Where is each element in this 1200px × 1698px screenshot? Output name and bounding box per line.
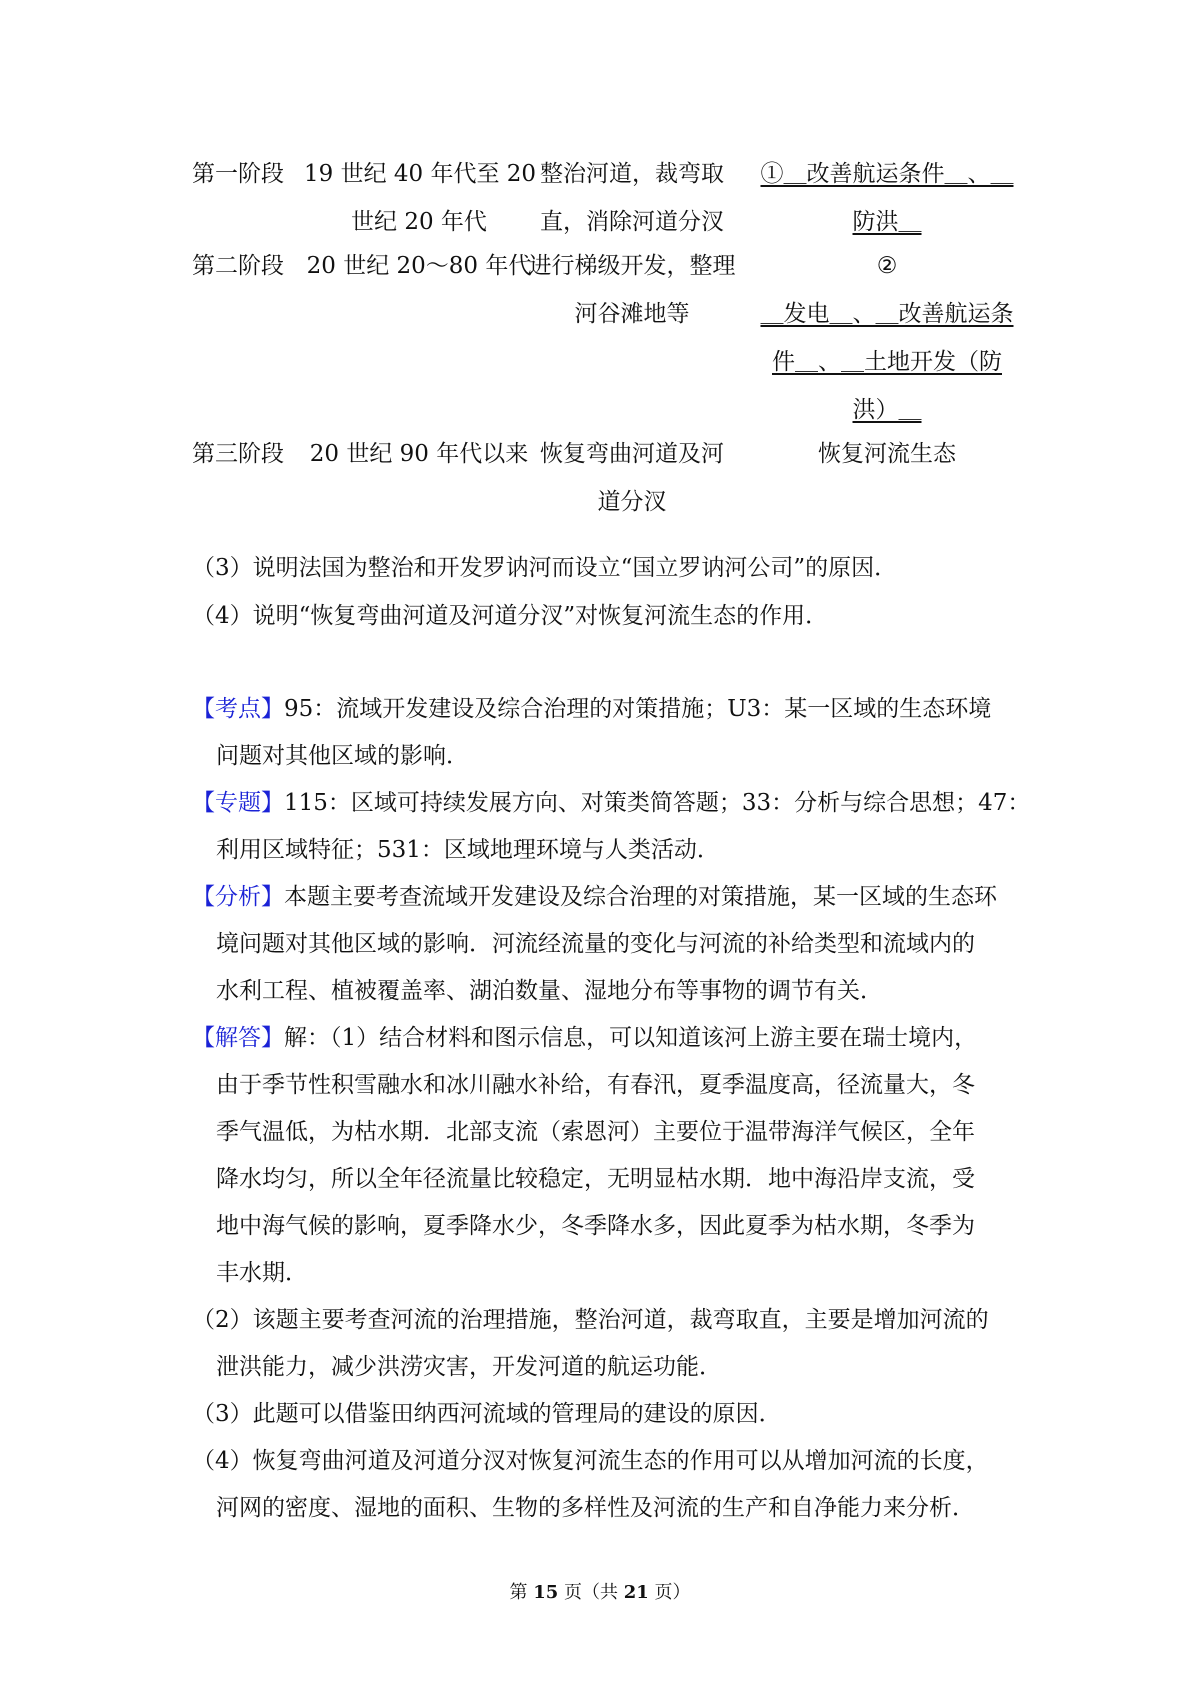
stage-table <box>192 150 1032 526</box>
stage-name: 第三阶段 <box>192 441 284 467</box>
stage-goals <box>742 430 1032 478</box>
goal-line: ② <box>876 253 898 279</box>
stage-goals <box>742 242 1032 434</box>
jieda-section: 【解答】解：（1）结合材料和图示信息，可以知道该河上游主要在瑞士境内， 由于季节性积雪融水和冰川融水补给，有春汛，夏季温度高，径流量大，冬 季气温低，为枯水期．北部支流（索恩河）主要位于温带海洋气候区，全年 降水均匀，所以全年径流量比较稳定，无明显枯水期．地中海沿岸支流，受 地中海气候的影响，夏季降水少，冬季降水多，因此夏季为枯水期，冬季为 丰水期． <box>192 1025 978 1286</box>
stage-time: 20 世纪 90 年代以来 <box>309 441 529 467</box>
answer-3: （3）此题可以借鉴田纳西河流域的管理局的建设的原因． <box>192 1401 782 1427</box>
total-page-number: 21 <box>623 1582 649 1603</box>
stage-goals <box>742 150 1032 246</box>
goal-line: ＿发电＿、＿改善航运条 <box>760 301 1014 327</box>
answer-2: （2）该题主要考查河流的治理措施，整治河道，裁弯取直，主要是增加河流的 泄洪能力，减少洪涝灾害，开发河道的航运功能． <box>192 1307 989 1380</box>
question-4: （4）说明“恢复弯曲河道及河道分汊”对恢复河流生态的作用． <box>192 603 829 629</box>
goal-line: 恢复河流生态 <box>818 441 956 467</box>
fenxi-tag: 【分析】 <box>192 884 284 910</box>
stage-row-2 <box>192 242 1032 430</box>
stage-name: 第一阶段 <box>192 161 284 187</box>
jieda-tag: 【解答】 <box>192 1025 284 1051</box>
page-footer: 第 15 页（共 21 页） <box>509 1582 691 1603</box>
goal-line: 防洪＿ <box>852 209 922 235</box>
kaodian-tag: 【考点】 <box>192 696 284 722</box>
stage-measures: 进行梯级开发，整理 河谷滩地等 <box>528 253 736 327</box>
zhuanti-tag: 【专题】 <box>192 790 284 816</box>
current-page-number: 15 <box>533 1582 559 1603</box>
stage-measures: 恢复弯曲河道及河 道分汊 <box>540 441 724 515</box>
goal-line: ①＿改善航运条件＿、＿ <box>760 161 1014 187</box>
answer-4: （4）恢复弯曲河道及河道分汊对恢复河流生态的作用可以从增加河流的长度， 河网的密度、湿地的面积、生物的多样性及河流的生产和自净能力来分析． <box>192 1448 989 1521</box>
kaodian-section: 【考点】95：流域开发建设及综合治理的对策措施；U3：某一区域的生态环境 问题对其他区域的影响． <box>192 696 992 769</box>
goal-line: 洪）＿ <box>852 397 922 423</box>
stage-row-1 <box>192 150 1032 242</box>
fenxi-section: 【分析】本题主要考查流域开发建设及综合治理的对策措施，某一区域的生态环 境问题对其他区域的影响．河流经流量的变化与河流的补给类型和流域内的 水利工程、植被覆盖率、湖泊数量、湿地分布等事物的调节有关． <box>192 884 997 1004</box>
stage-measures: 整治河道，裁弯取 直，消除河道分汊 <box>540 161 724 235</box>
zhuanti-section: 【专题】115：区域可持续发展方向、对策类简答题；33：分析与综合思想；47： 利用区域特征；531：区域地理环境与人类活动． <box>192 790 1031 863</box>
stage-time: 20 世纪 20～80 年代 <box>306 253 532 279</box>
stage-name: 第二阶段 <box>192 253 284 279</box>
stage-row-3 <box>192 430 1032 526</box>
stage-time: 19 世纪 40 年代至 20 世纪 20 年代 <box>304 161 537 235</box>
goal-line: 件＿、＿土地开发（防 <box>772 349 1002 375</box>
question-3: （3）说明法国为整治和开发罗讷河而设立“国立罗讷河公司”的原因． <box>192 555 898 581</box>
